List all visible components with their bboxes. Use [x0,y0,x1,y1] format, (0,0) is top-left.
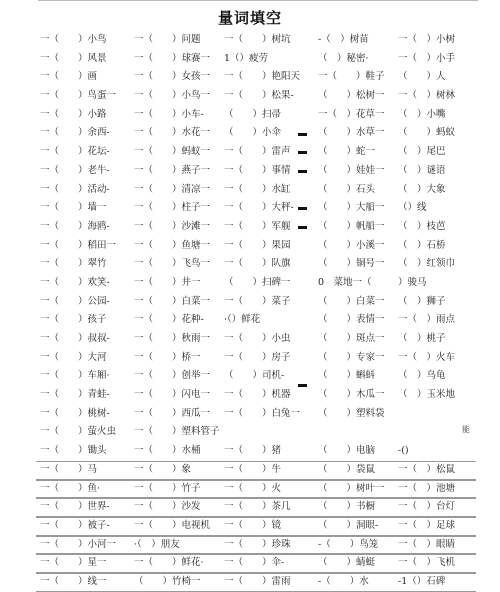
fill-in-item: （ ）桃子 [398,333,446,344]
fill-in-item: 一（ ）欢笑- [40,276,110,288]
fill-in-item: （ ）娃娃一 [318,164,385,176]
fill-in-item: 一（ ）树林 [398,90,456,102]
fill-in-item: 一（ ）雨点 [398,314,456,326]
fill-in-item: 一（ ）松果- [224,90,294,102]
worksheet-row [0,274,500,293]
fill-in-item: 一（ ）果园 [224,239,291,251]
worksheet-row [0,498,500,517]
fill-in-item: 一（ ）沙滩一 [134,220,211,232]
fill-in-item: （ ）玉米地 [398,389,456,401]
fill-in-item: 一（ ）鱼· [40,482,101,494]
fill-in-item: 一（ ）火 [224,482,282,494]
fill-in-item: （ ）蛇一 [318,146,376,158]
fill-in-item: （ ）小嘴 [398,108,446,120]
fill-in-item: 一（ ）花坛- [40,146,110,158]
scan-mark [298,151,307,154]
fill-in-item: 一（ ）车厢· [40,370,110,382]
worksheet-row [0,461,500,480]
stray-character: 能 [462,425,470,434]
fill-in-item: -() [398,445,409,457]
worksheet-row [0,162,500,181]
fill-in-item: 一（ ）雷声 [224,146,291,158]
worksheet-row [0,536,500,555]
fill-in-item: 1（）疲劳 [224,52,269,64]
worksheet-row [0,517,500,536]
fill-in-item: （ ）树叶一 [318,482,385,494]
fill-in-item: （ ）洞眼- [318,519,379,531]
scan-mark [298,226,307,229]
scan-mark [298,133,307,136]
worksheet-row [0,87,500,106]
fill-in-item: 一（ ）鸟蛋一 [40,90,117,102]
worksheet-title: 量词填空 [217,9,282,27]
fill-in-item: （ ）枝芭 [398,220,446,232]
fill-in-item: 一（ ）伞- [224,557,285,569]
fill-in-item: 一（ ）孩子 [40,314,107,326]
fill-in-item: 一（ ）鞋子 [318,71,385,83]
worksheet-row [0,106,500,125]
fill-in-item: 一（ ）水桶 [134,445,201,457]
fill-in-item: 一（ ）马 [40,463,98,475]
fill-in-item: 一（ ）老牛- [40,164,110,176]
fill-in-item: 一（ ）台灯 [398,501,456,513]
fill-in-item: -（ ）水 [318,575,369,587]
fill-in-item: 一（ ）池塘 [398,482,456,494]
fill-in-item: 一（ ）西瓜一 [134,407,211,419]
fill-in-item: （ ）蝌蚪 [318,370,376,382]
scan-mark [298,384,307,387]
fill-in-item: （ ）红领巾 [398,258,456,270]
fill-in-item: 一（ ）树坑 [224,34,291,45]
fill-in-item: （ ）小伞 [224,127,282,139]
fill-in-item: 一（ ）创举一 [134,370,211,382]
fill-in-item: 一（ ）白菜一 [134,295,211,307]
fill-in-item: （）线 [398,202,427,214]
fill-in-item: （ ）电脑 [318,445,376,457]
worksheet-row [0,50,500,69]
fill-in-item: -（ ）鸟笼 [318,538,379,550]
fill-in-item: 一（ ）军舰 [224,220,291,232]
fill-in-item: （ ）袋鼠 [318,463,376,475]
worksheet-row [0,68,500,87]
fill-in-item: 一（ ）竹子 [134,482,201,494]
fill-in-item: 一（ ）飞鸟一 [134,258,211,270]
fill-in-item: 一（ ）眼睛 [398,538,456,550]
fill-in-item: 一（ ）小手 [398,52,456,64]
fill-in-item: 一（ ）艳阳天 [224,71,301,83]
fill-in-item: -1（）石碑 [398,575,446,587]
fill-in-item: 一（ ）牛 [224,463,282,475]
fill-in-item: 一（ ）公园- [40,295,110,307]
fill-in-item: 一（ ）被子- [40,519,110,531]
worksheet-row [0,181,500,200]
fill-in-item: 一（ ）星一 [40,557,107,569]
fill-in-item [318,424,404,440]
fill-in-item: （ ）乌龟 [398,370,446,382]
fill-in-item: （ ）蚂蚁 [398,127,456,139]
top-rule [38,0,478,1]
fill-in-item: （ ）石头 [318,183,376,195]
fill-in-item: 一（ ）青蛙- [40,389,110,401]
measure-word-grid [0,31,500,592]
fill-in-item: （ ）表情一 [318,314,385,326]
fill-in-item: 一（ ）镜 [224,519,282,531]
fill-in-item: 一（ ）事情 [224,164,291,176]
fill-in-item: 一（ ）鱼塘一 [134,239,211,251]
worksheet-row [0,199,500,218]
scan-mark [298,207,307,210]
fill-in-item: 一（ ）活动- [40,183,110,195]
worksheet-row [0,367,500,386]
worksheet-row [0,480,500,499]
fill-in-item: 一（ ）萤火虫 [40,426,117,438]
fill-in-item: （ ）扫帚 [224,108,282,120]
fill-in-item: 一（ ）井一 [134,276,201,288]
fill-in-item: 一（ ）余西- [40,127,110,139]
fill-in-item: （ ）松树一 [318,90,385,102]
fill-in-item: （ ）秘密· [318,52,369,64]
fill-in-item: 一（ ）小河一 [40,538,117,550]
fill-in-item: 一（ ）鲜花· [134,557,204,569]
fill-in-item: （ ）扫碑一 [224,276,291,288]
fill-in-item: 一（ ）雷雨 [224,575,291,587]
fill-in-item: 一（ ）水花一 [134,127,211,139]
fill-in-item: （ ）蜻蜓 [318,557,376,569]
scan-mark [298,170,307,173]
worksheet-row [0,573,500,592]
fill-in-item: 一（ ）大秤- [224,202,294,214]
fill-in-item: 一（ ）花种- [134,314,204,326]
fill-in-item: 一（ ）小虫 [224,333,291,344]
worksheet-row [0,255,500,274]
fill-in-item: 一（ ）房子 [224,351,291,363]
worksheet-row [0,293,500,312]
fill-in-item: 一（ ）茶几 [224,501,291,513]
worksheet-row [0,311,500,330]
fill-in-item: ·（ ）朋友 [134,538,180,550]
fill-in-item: 一（ ）闪电一 [134,389,211,401]
worksheet-row [0,423,500,442]
fill-in-item: 一（ ）小树 [398,34,456,45]
fill-in-item: 一（ ）花草一 [318,108,385,120]
fill-in-item: ）骏马 [398,276,427,288]
fill-in-item: 一（ ）稻田一 [40,239,117,251]
fill-in-item: （ ）塑料袋 [318,407,385,419]
fill-in-item: 一（ ）柱子一 [134,202,211,214]
fill-in-item: （ ）大象 [398,183,446,195]
worksheet-row [0,330,500,349]
fill-in-item: 一（ ）火车 [398,351,456,363]
fill-in-item: （ ）尾巴 [398,146,446,158]
worksheet-row [0,554,500,573]
fill-in-item: 一（ ）清凉一 [134,183,211,195]
fill-in-item: 一（ ）锄头 [40,445,107,457]
fill-in-item: 一（ ）风景 [40,52,107,64]
fill-in-item: （ ）铜号一 [318,258,385,270]
fill-in-item: （ ）司机- [224,370,285,382]
fill-in-item: （ ）大船一 [318,202,385,214]
fill-in-item: 一（ ）秋雨一 [134,333,211,344]
fill-in-item: 一（ ）塑料管子 [134,426,220,438]
fill-in-item: 一（ ）蚂蚁一 [134,146,211,158]
worksheet-row [0,31,500,50]
fill-in-item: 一（ ）桃树- [40,407,110,419]
fill-in-item: 一（ ）小车- [134,108,204,120]
fill-in-item: 一（ ）象 [134,463,192,475]
fill-in-item: 一（ ）燕子一 [134,164,211,176]
worksheet-row [0,218,500,237]
fill-in-item: 一（ ）墙一 [40,202,107,214]
fill-in-item: 0 菜地一（ [318,276,372,288]
fill-in-item: （ ）白菜一 [318,295,385,307]
fill-in-item [224,424,316,440]
fill-in-item: 一（ ）水缸 [224,183,291,195]
fill-in-item: （ ）狮子 [398,295,446,307]
fill-in-item: （ ）竹椅一 [134,575,201,587]
fill-in-item: （ ）谜语 [398,164,446,176]
fill-in-item: 一（ ）足球 [398,519,456,531]
fill-in-item: （ ）水草一 [318,127,385,139]
fill-in-item: 一（ ）沙发 [134,501,201,513]
fill-in-item: （ ）斑点一 [318,333,385,344]
worksheet-row [0,405,500,424]
fill-in-item: ·（）鲜花 [224,314,261,326]
fill-in-item: 一（ ）机器 [224,389,291,401]
worksheet-row [0,124,500,143]
fill-in-item: 一（ ）线一 [40,575,107,587]
fill-in-item: （ ）小溪一 [318,239,385,251]
fill-in-item [398,424,494,440]
worksheet-row [0,349,500,368]
fill-in-item: （ ）帆船一 [318,220,385,232]
fill-in-item: 一（ ）珍珠 [224,538,291,550]
fill-in-item: 一（ ）大河 [40,351,107,363]
fill-in-item: （ ）石桥 [398,239,446,251]
fill-in-item: 一（ ）画 [40,71,98,83]
fill-in-item: 一（ ）松鼠 [398,463,456,475]
worksheet-row [0,386,500,405]
worksheet-row [0,442,500,461]
fill-in-item: 一（ ）海鸥- [40,220,110,232]
fill-in-item: 一（ ）女孩一 [134,71,211,83]
fill-in-item: 一（ ）小鸟 [40,34,107,45]
fill-in-item: 一（ ）球赛一 [134,52,211,64]
worksheet-row [0,237,500,256]
fill-in-item: （ ）书橱 [318,501,376,513]
fill-in-item: 一（ ）问题 [134,34,201,45]
fill-in-item: 一（ ）飞机 [398,557,456,569]
fill-in-item: 一（ ）电视机 [134,519,211,531]
fill-in-item: 一（ ）白兔一 [224,407,301,419]
fill-in-item: 一（ ）叔叔- [40,333,110,344]
fill-in-item: 一（ ）队旗 [224,258,291,270]
fill-in-item: （ ）专家一 [318,351,385,363]
fill-in-item: 一（ ）小鸟一 [134,90,211,102]
fill-in-item: 一（ ）翠竹 [40,258,107,270]
fill-in-item: -（ ）树苗 [318,34,369,45]
fill-in-item: 一（ ）菜子 [224,295,291,307]
fill-in-item: 一（ ）桥一 [134,351,201,363]
fill-in-item: （ ）人 [398,71,446,83]
fill-in-item: 一（ ）世界- [40,501,110,513]
worksheet-row [0,143,500,162]
fill-in-item: 一（ ）小路 [40,108,107,120]
fill-in-item: 一（ ）猪 [224,445,282,457]
fill-in-item [398,406,494,422]
fill-in-item: （ ）木瓜一 [318,389,385,401]
